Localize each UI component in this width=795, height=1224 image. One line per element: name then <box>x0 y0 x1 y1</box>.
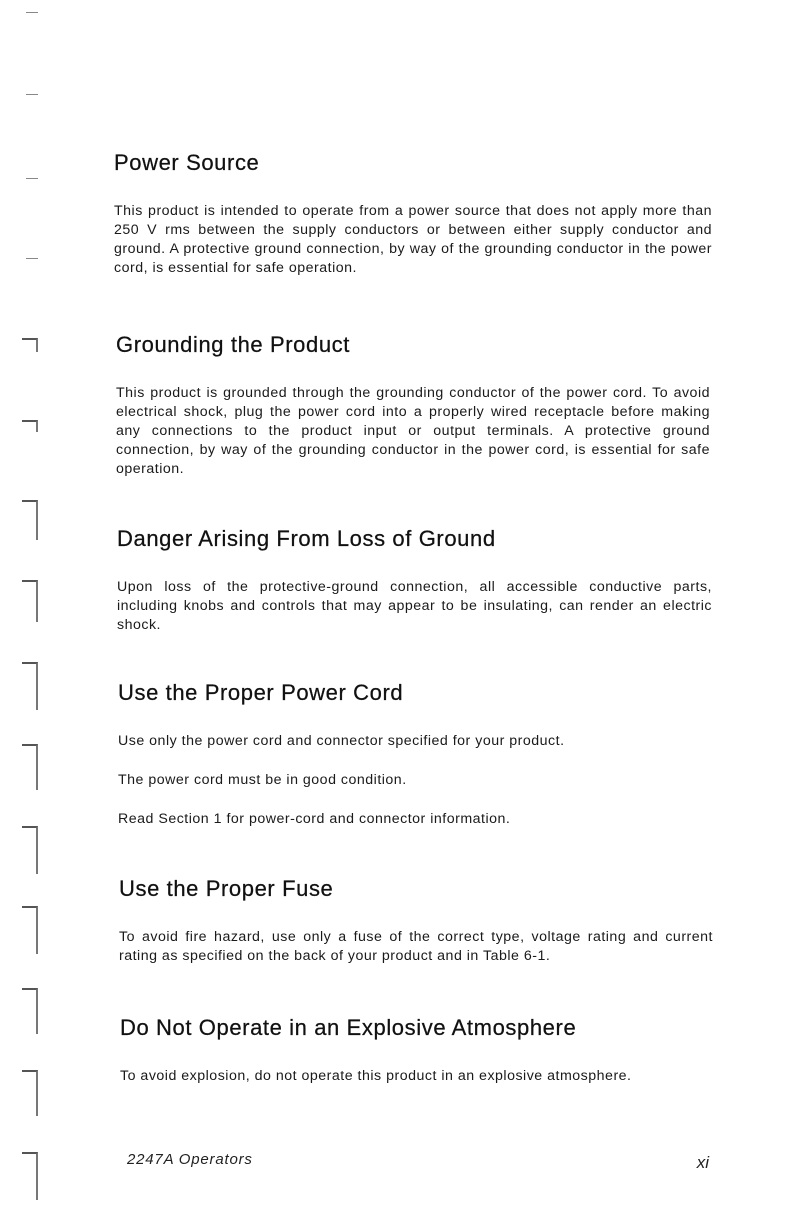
section-heading: Power Source <box>114 150 260 175</box>
section-power-source <box>114 150 712 278</box>
section-danger-loss-of-ground <box>117 526 712 635</box>
section-paragraph: Use only the power cord and connector specified for your product. <box>118 733 565 749</box>
section-heading: Do Not Operate in an Explosive Atmosphere <box>120 1015 577 1040</box>
section-paragraph: Read Section 1 for power-cord and connector information. <box>118 811 511 827</box>
section-paragraph: Upon loss of the protective-ground connection, all accessible conductive parts, including knobs and controls that may appear to be insulating, can render an electric shock. <box>117 579 712 633</box>
section-paragraph: The power cord must be in good condition. <box>118 772 407 788</box>
footer-page-number: xi <box>696 1153 709 1172</box>
section-heading: Use the Proper Power Cord <box>118 680 404 705</box>
section-grounding-the-product <box>116 332 710 479</box>
section-paragraph: To avoid fire hazard, use only a fuse of the correct type, voltage rating and current rating as specified on the back of your product and in Table 6-1. <box>119 929 713 964</box>
section-paragraph: To avoid explosion, do not operate this product in an explosive atmosphere. <box>120 1068 632 1084</box>
section-proper-power-cord <box>118 680 712 829</box>
section-proper-fuse <box>119 876 713 966</box>
section-paragraph: This product is grounded through the grounding conductor of the power cord. To avoid electrical shock, plug the power cord into a properly wired receptacle before making any connections to the product input or output terminals. A protective ground connection, by way of the grounding conductor in the power cord, is essential for safe operation. <box>116 385 710 477</box>
section-heading: Danger Arising From Loss of Ground <box>117 526 496 551</box>
section-explosive-atmosphere <box>120 1015 714 1086</box>
section-paragraph: This product is intended to operate from a power source that does not apply more than 250 V rms between the supply conductors or between either supply conductor and ground. A protective ground connection, by way of the grounding conductor in the power cord, is essential for safe operation. <box>114 203 712 276</box>
section-heading: Grounding the Product <box>116 332 350 357</box>
binding-edge <box>0 0 46 1224</box>
section-heading: Use the Proper Fuse <box>119 876 334 901</box>
footer-document-title: 2247A Operators <box>127 1151 253 1168</box>
